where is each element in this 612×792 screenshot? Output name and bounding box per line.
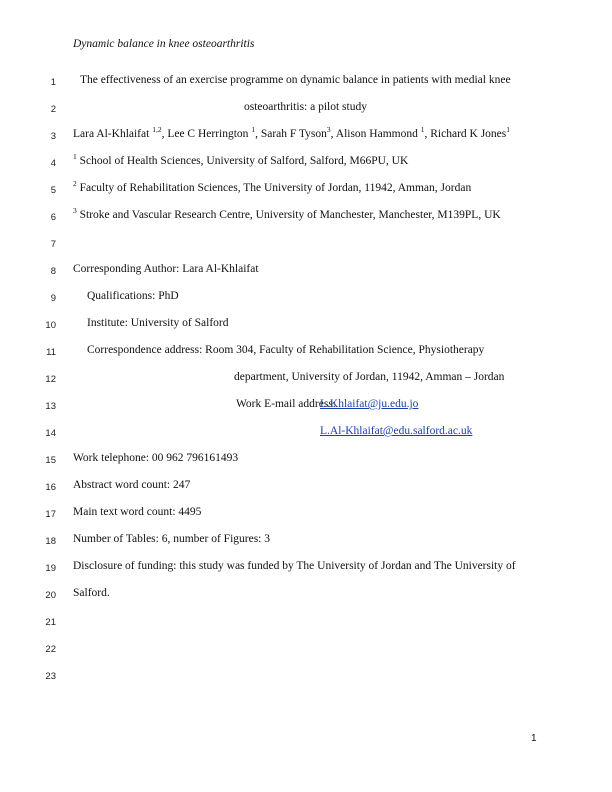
- manuscript-line: [0, 344, 612, 360]
- corresponding-author: Corresponding Author: Lara Al-Khlaifat: [73, 263, 259, 275]
- line-number: 23: [45, 671, 56, 682]
- author-affiliation-mark: 1: [506, 125, 511, 134]
- line-number: 13: [45, 401, 56, 412]
- line-number: 16: [45, 482, 56, 493]
- author-separator: ,: [255, 128, 261, 140]
- author-separator: ,: [161, 128, 168, 140]
- affiliation-text: Stroke and Vascular Research Centre, University of Manchester, Manchester, M139PL, UK: [79, 209, 501, 221]
- qualifications: Qualifications: PhD: [87, 290, 179, 302]
- tables-figures-count: Number of Tables: 6, number of Figures: 3: [73, 533, 271, 545]
- manuscript-line: [0, 179, 612, 198]
- main-text-word-count: Main text word count: 4495: [73, 506, 202, 518]
- manuscript-line: [0, 587, 612, 603]
- affiliation-text: School of Health Sciences, University of Salford, Salford, M66PU, UK: [79, 155, 409, 167]
- manuscript-line: [0, 533, 612, 549]
- email-link-2[interactable]: L.Al-Khlaifat@edu.salford.ac.uk: [320, 425, 473, 437]
- manuscript-line: [0, 479, 612, 495]
- line-number: 11: [46, 347, 56, 358]
- running-header: Dynamic balance in knee osteoarthritis: [73, 38, 255, 50]
- manuscript-line: [0, 668, 612, 684]
- manuscript-line: [0, 452, 612, 468]
- manuscript-line: [0, 317, 612, 333]
- author-list: [73, 125, 511, 140]
- manuscript-line: [0, 236, 612, 252]
- institute: Institute: University of Salford: [87, 317, 229, 329]
- funding-disclosure-line2: Salford.: [73, 587, 110, 599]
- line-number: 2: [50, 104, 56, 115]
- line-number: 14: [45, 428, 56, 439]
- line-number: 22: [45, 644, 56, 655]
- author-name: Alison Hammond: [335, 128, 418, 140]
- manuscript-line: [0, 125, 612, 144]
- affiliation-mark: 2: [73, 179, 77, 188]
- email-label: Work E-mail address:: [236, 398, 336, 410]
- affiliation-2: [73, 179, 472, 194]
- author-affiliation-mark: 1: [420, 125, 425, 134]
- author-separator: ,: [330, 128, 336, 140]
- manuscript-line: [0, 101, 612, 117]
- author-affiliation-mark: 1,2: [152, 125, 162, 134]
- manuscript-line: [0, 398, 612, 414]
- author-name: Sarah F Tyson: [260, 128, 327, 140]
- affiliation-3: [73, 206, 501, 221]
- line-number: 18: [45, 536, 56, 547]
- author-affiliation-mark: 1: [251, 125, 256, 134]
- line-number: 20: [45, 590, 56, 601]
- author-name: Richard K Jones: [430, 128, 507, 140]
- line-number: 12: [45, 374, 56, 385]
- author-name: Lara Al-Khlaifat: [73, 128, 150, 140]
- line-number: 7: [50, 239, 56, 250]
- manuscript-line: [0, 74, 612, 90]
- correspondence-address-line1: Correspondence address: Room 304, Faculty of Rehabilitation Science, Physiotherapy: [87, 344, 485, 356]
- paper-title-line1: The effectiveness of an exercise programme on dynamic balance in patients with medial knee: [80, 74, 511, 86]
- manuscript-line: [0, 425, 612, 441]
- manuscript-line: [0, 206, 612, 225]
- manuscript-line: [0, 263, 612, 279]
- work-telephone: Work telephone: 00 962 796161493: [73, 452, 239, 464]
- line-number: 6: [50, 212, 56, 223]
- manuscript-line: [0, 290, 612, 306]
- line-number: 10: [45, 320, 56, 331]
- author-affiliation-mark: 3: [326, 125, 331, 134]
- page-number: 1: [531, 733, 537, 744]
- affiliation-1: [73, 152, 409, 167]
- manuscript-line: [0, 560, 612, 576]
- line-number: 15: [45, 455, 56, 466]
- manuscript-line: [0, 371, 612, 387]
- manuscript-line: [0, 614, 612, 630]
- line-number: 4: [50, 158, 56, 169]
- author-separator: ,: [424, 128, 431, 140]
- manuscript-line: [0, 152, 612, 171]
- correspondence-address-line2: department, University of Jordan, 11942, Amman – Jordan: [234, 371, 505, 383]
- author-name: Lee C Herrington: [167, 128, 249, 140]
- line-number: 8: [50, 266, 56, 277]
- line-number: 3: [50, 131, 56, 142]
- line-number: 9: [50, 293, 56, 304]
- line-number: 19: [45, 563, 56, 574]
- email-link-1[interactable]: L.Khlaifat@ju.edu.jo: [320, 398, 419, 410]
- manuscript-line: [0, 506, 612, 522]
- line-number: 17: [45, 509, 56, 520]
- line-number: 21: [45, 617, 56, 628]
- line-number: 5: [50, 185, 56, 196]
- affiliation-mark: 1: [73, 152, 77, 161]
- affiliation-mark: 3: [73, 206, 77, 215]
- manuscript-line: [0, 641, 612, 657]
- abstract-word-count: Abstract word count: 247: [73, 479, 191, 491]
- funding-disclosure-line1: Disclosure of funding: this study was funded by The University of Jordan and The University of: [73, 560, 516, 572]
- affiliation-text: Faculty of Rehabilitation Sciences, The University of Jordan, 11942, Amman, Jordan: [79, 182, 472, 194]
- paper-title-line2: osteoarthritis: a pilot study: [244, 101, 367, 113]
- line-number: 1: [50, 77, 56, 88]
